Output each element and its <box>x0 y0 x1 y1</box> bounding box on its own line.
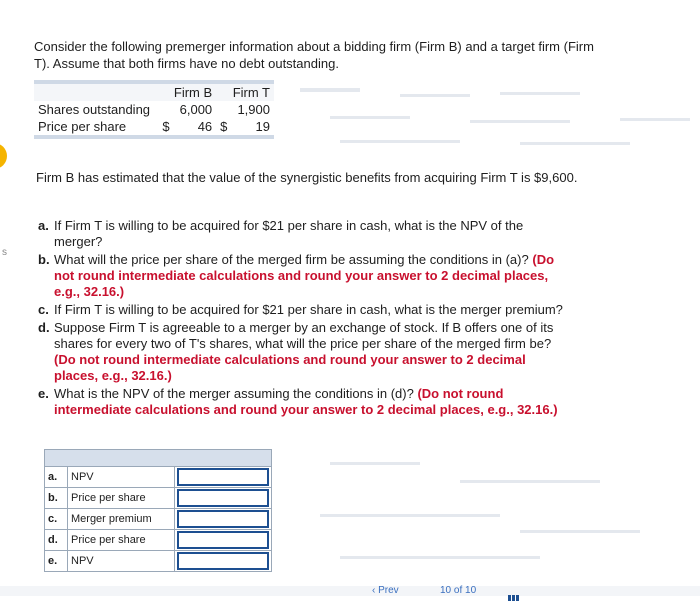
firm-b-value: 46 <box>174 118 216 137</box>
answer-row <box>45 467 272 488</box>
firm-t-prefix <box>216 101 232 118</box>
rounding-hint: (Do not round intermediate calculations and round your answer to 2 decimal places, e.g., 32.16.) <box>54 386 558 417</box>
rounding-hint: (Do not round intermediate calculations and round your answer to 2 decimal places, e.g., 32.16.) <box>54 352 526 383</box>
question-letter: d. <box>38 320 50 335</box>
answer-label: Merger premium <box>68 509 175 530</box>
answer-cell <box>175 509 272 530</box>
faint-bar <box>520 142 630 145</box>
answer-letter: a. <box>45 467 68 488</box>
page-current: 10 <box>440 585 452 596</box>
row-label: Shares outstanding <box>38 102 151 117</box>
answer-row <box>45 488 272 509</box>
question-item <box>38 320 572 384</box>
row-label: Price per share <box>34 118 158 137</box>
question-letter: c. <box>38 302 49 317</box>
answer-letter: e. <box>45 551 68 572</box>
synergy-statement: Firm B has estimated that the value of the synergistic benefits from acquiring Firm T is $9,600. <box>36 170 578 185</box>
answer-label: NPV <box>68 467 175 488</box>
page-of: of <box>453 585 463 596</box>
faint-bar <box>520 530 640 533</box>
premerger-row-shares <box>34 101 274 118</box>
merger-premium-c-input[interactable] <box>177 510 269 528</box>
question-letter: a. <box>38 218 49 233</box>
premerger-row-price <box>34 118 274 137</box>
answer-label: Price per share <box>68 530 175 551</box>
question-item <box>38 252 572 300</box>
prev-label: Prev <box>378 585 399 596</box>
faint-bar <box>330 462 420 465</box>
npv-a-input[interactable] <box>177 468 269 486</box>
answer-row <box>45 530 272 551</box>
prev-button[interactable] <box>372 585 399 596</box>
faint-bar <box>400 94 470 97</box>
question-marker-icon <box>0 143 7 169</box>
faint-bar <box>320 514 500 517</box>
answer-cell <box>175 551 272 572</box>
faint-bar <box>300 88 360 92</box>
question-text: If Firm T is willing to be acquired for $21 per share in cash, what is the NPV of the merger? <box>54 218 524 249</box>
question-letter: b. <box>38 252 50 267</box>
price-per-share-b-input[interactable] <box>177 489 269 507</box>
answer-label: Price per share <box>68 488 175 509</box>
premerger-table <box>34 80 274 139</box>
question-item <box>38 302 572 318</box>
faint-bar <box>330 116 410 119</box>
faint-bar <box>620 118 690 121</box>
answer-label: NPV <box>68 551 175 572</box>
faint-bar <box>470 120 570 123</box>
problem-intro: Consider the following premerger information about a bidding firm (Firm B) and a target firm (Firm T). Assume that both firms have no debt outstanding. <box>34 39 594 71</box>
firm-t-value: 1,900 <box>237 102 270 117</box>
question-list <box>38 218 572 420</box>
question-text: Suppose Firm T is agreeable to a merger by an exchange of stock. If B offers one of its shares for every two of T's shares, what will the price per share of the merged firm be? <box>54 320 554 351</box>
question-letter: e. <box>38 386 49 401</box>
faint-bar <box>340 140 460 143</box>
question-item <box>38 386 572 418</box>
answer-header-cell <box>45 450 272 467</box>
header-firm-t: Firm T <box>216 82 274 101</box>
header-firm-b: Firm B <box>158 82 216 101</box>
firm-b-value: 6,000 <box>179 102 213 117</box>
firm-t-prefix: $ <box>216 118 232 137</box>
answer-letter: c. <box>45 509 68 530</box>
question-text: If Firm T is willing to be acquired for $21 per share in cash, what is the merger premium? <box>54 302 563 317</box>
npv-e-input[interactable] <box>177 552 269 570</box>
faint-bar <box>340 556 540 559</box>
question-item <box>38 218 572 250</box>
footer-bar <box>0 586 700 596</box>
rounding-hint: (Do not round intermediate calculations and round your answer to 2 decimal places, e.g., 32.16.) <box>54 252 555 299</box>
answer-row <box>45 509 272 530</box>
question-text: What will the price per share of the merged firm be assuming the conditions in (a)? <box>54 252 529 267</box>
page-total: 10 <box>465 585 477 596</box>
price-per-share-d-input[interactable] <box>177 531 269 549</box>
answer-table <box>44 449 272 572</box>
firm-b-prefix: $ <box>158 118 174 137</box>
faint-bar <box>460 480 600 483</box>
grid-icon[interactable] <box>508 588 520 594</box>
firm-b-prefix <box>158 101 174 118</box>
answer-letter: d. <box>45 530 68 551</box>
answer-letter: b. <box>45 488 68 509</box>
answer-row <box>45 551 272 572</box>
page-indicator <box>440 585 476 596</box>
chevron-left-icon: ‹ <box>372 585 376 596</box>
firm-t-value: 19 <box>232 118 274 137</box>
answer-cell <box>175 467 272 488</box>
question-text: What is the NPV of the merger assuming the conditions in (d)? <box>54 386 414 401</box>
answer-cell <box>175 530 272 551</box>
header-blank <box>34 82 158 101</box>
premerger-header-row <box>34 82 274 101</box>
side-mark: s <box>2 247 7 258</box>
answer-header-row <box>45 450 272 467</box>
faint-bar <box>500 92 580 95</box>
answer-cell <box>175 488 272 509</box>
